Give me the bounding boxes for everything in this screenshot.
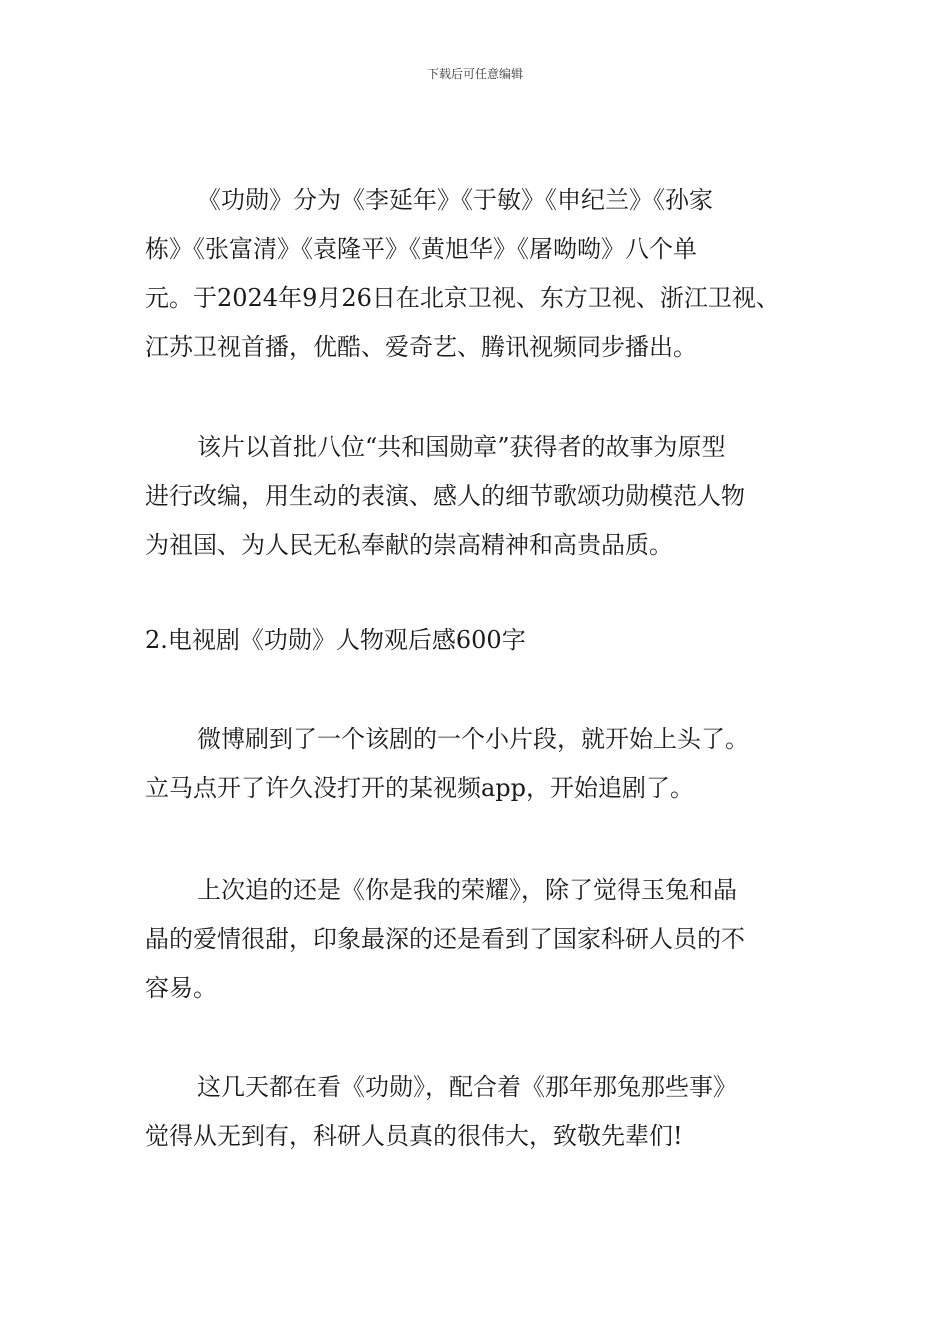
text-line: 上次追的还是《你是我的荣耀》，除了觉得玉兔和晶 xyxy=(197,876,737,904)
text-line: 晶的爱情很甜，印象最深的还是看到了国家科研人员的不 xyxy=(145,925,745,953)
section-heading xyxy=(145,616,835,665)
text-line: 元。于2024年9月26日在北京卫视、东方卫视、浙江卫视、 xyxy=(145,284,780,312)
text-line: 觉得从无到有，科研人员真的很伟大，致敬先辈们! xyxy=(145,1122,683,1150)
text-line: 《功勋》分为《李延年》《于敏》《申纪兰》《孙家 xyxy=(197,186,713,214)
paragraph-these-days xyxy=(145,1063,835,1161)
paragraph-last-drama xyxy=(145,866,835,1013)
paragraph-intro xyxy=(145,176,835,372)
text-line: 微博刷到了一个该剧的一个小片段，就开始上头了。 xyxy=(197,725,749,753)
document-body xyxy=(145,176,835,1161)
paragraph-weibo xyxy=(145,715,835,813)
text-line: 容易。 xyxy=(145,974,217,1002)
text-line: 栋》《张富清》《袁隆平》《黄旭华》《屠呦呦》八个单 xyxy=(145,235,697,263)
text-line: 这几天都在看《功勋》，配合着《那年那兔那些事》 xyxy=(197,1073,737,1101)
text-line: 为祖国、为人民无私奉献的崇高精神和高贵品质。 xyxy=(145,531,673,559)
heading-line: 2.电视剧《功勋》人物观后感600字 xyxy=(145,626,526,654)
paragraph-description xyxy=(145,423,835,570)
text-line: 进行改编，用生动的表演、感人的细节歌颂功勋模范人物 xyxy=(145,482,745,510)
text-line: 该片以首批八位“共和国勋章”获得者的故事为原型 xyxy=(197,433,726,461)
page-header: 下载后可任意编辑 xyxy=(426,67,523,81)
text-line: 江苏卫视首播，优酷、爱奇艺、腾讯视频同步播出。 xyxy=(145,333,697,361)
text-line: 立马点开了许久没打开的某视频app，开始追剧了。 xyxy=(145,774,695,802)
